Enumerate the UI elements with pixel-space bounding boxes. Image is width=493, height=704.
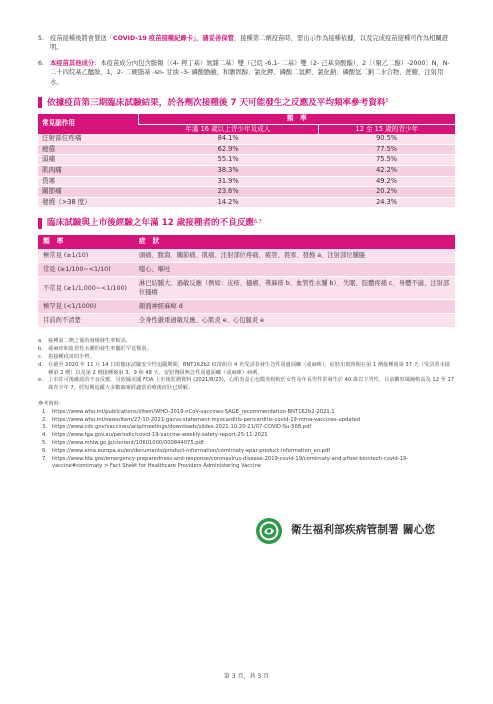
item-number: 5.: [38, 35, 45, 42]
footnote-text: 在截至 2020 年 11 月 14 日的臨床試驗安全性追蹤期間，BNT162b2 疫苗組有 4 名受試者發生急性周邊面癱（或麻痺），症狀出現時間在第 1 劑接種後第 37 天（受試者未接種第 2 劑）以及第 2 劑接種後第 3、9 和 48 天。安慰劑組無急性周邊面癱（或麻痺）病例。: [48, 361, 450, 376]
col-group-adult: 年滿 16 歲以上青少年及成人: [138, 124, 318, 134]
footnote-text: 蕁麻疹和血管性水腫的發生率屬於罕見類別。: [48, 346, 152, 353]
reference-url[interactable]: https://www.who.int/publications/i/item/WHO-2019-nCoV-vaccines-SAGE_recommendation-BNT162b2-2021.1: [52, 408, 335, 415]
reference-link[interactable]: [38, 448, 455, 456]
cell-side-effect: 關節痛: [38, 187, 138, 198]
item-label: 本疫苗其他成分: [50, 60, 95, 68]
references: [38, 401, 455, 471]
table-row: [38, 134, 455, 144]
reference-number: 6.: [42, 447, 47, 454]
cell-frequency: 常見 (≥1/100∼<1/10): [38, 262, 134, 276]
cell-side-effect: 畏寒: [38, 176, 138, 187]
table-row: [38, 176, 455, 187]
col-frequency: 頻 率: [138, 114, 455, 124]
side-effects-table: [38, 114, 455, 208]
cell-teen-rate: 49.2%: [318, 176, 455, 187]
footnote: [38, 346, 455, 354]
footnote-key: e.: [38, 377, 43, 384]
cell-adult-rate: 14.2%: [138, 197, 318, 208]
reference-link[interactable]: [38, 409, 455, 417]
section2-title-text: 臨床試驗與上市後經驗之年滿 12 歲接種者的不良反應: [47, 218, 255, 229]
references-label: 參考資料：: [38, 401, 64, 408]
reference-url[interactable]: https://www.who.int/news/item/27-10-2021-gacvs-statement-myocarditis-pericarditis-covid-19-mrna-vaccines-updated: [52, 416, 361, 423]
item-text-post: ，接種第二劑疫苗時，需出示作為接種依據，以及完成疫苗接種可作為相關證明。: [50, 35, 449, 52]
section2-title: [38, 217, 455, 229]
footnote: [38, 354, 455, 362]
reference-url[interactable]: https://www.fda.gov/emergency-preparedness-and-response/coronavirus-disease-2019-covid-19/comirnaty-and-pfizer-biontech-covid-19-vaccine#comirnaty > Fact Sheet for Healthcare Providers Administering Vaccine: [52, 455, 409, 470]
col-symptom: 症 狀: [134, 235, 455, 249]
section-bar: [38, 97, 42, 108]
footnote-key: a.: [38, 338, 43, 345]
cell-symptom: 頭痛、腹瀉、關節痛、肌痛、注射部位疼痛、疲勞、畏寒、發燒 a、注射部位腫脹: [134, 249, 455, 263]
footnote-text: 接種第二劑之後的發燒發生率較高。: [48, 338, 132, 345]
cell-side-effect: 肌肉痛: [38, 166, 138, 177]
item-number: 6.: [38, 60, 45, 68]
cell-teen-rate: 24.3%: [318, 197, 455, 208]
item-6: [38, 59, 455, 86]
item-highlight: COVID-19 疫苗接種紀錄卡」，請妥善保管: [112, 35, 234, 42]
reference-link[interactable]: [38, 417, 455, 425]
section2-footnote-ref: 6,7: [254, 220, 262, 226]
footnote-key: c.: [38, 354, 43, 361]
cell-adult-rate: 23.6%: [138, 187, 318, 198]
reference-number: 5.: [42, 440, 47, 447]
cdc-logo-text: 衛生福利部疾病管制署 關心您: [291, 524, 436, 537]
cell-teen-rate: 42.2%: [318, 166, 455, 177]
cell-adult-rate: 62.9%: [138, 144, 318, 155]
table-row: [38, 144, 455, 155]
reference-link[interactable]: [38, 424, 455, 432]
reference-url[interactable]: https://www.ema.europa.eu/en/documents/product-information/comirnaty-epar-product-information_en.pdf: [52, 447, 331, 454]
section-bar: [38, 218, 42, 229]
cell-teen-rate: 75.5%: [318, 155, 455, 166]
reference-url[interactable]: https://www.cdc.gov/vaccines/acip/meetings/downloads/slides-2021-10-20-21/07-COVID-Su-508.pdf: [52, 424, 312, 431]
cell-side-effect: 疲倦: [38, 144, 138, 155]
reference-number: 7.: [42, 455, 47, 462]
section1-title-text: 依據疫苗第三期臨床試驗結果，於各劑次接種後 7 天可能發生之反應及平均頻率參考資料: [47, 97, 386, 108]
col-group-teen: 12 至 15 歲的青少年: [318, 124, 455, 134]
reference-link[interactable]: [38, 432, 455, 440]
footnote: [38, 362, 455, 378]
cdc-logo: [255, 517, 435, 545]
footnote-text: 上市許可後確認的不良反應，另依據美國 FDA 上市後監測資料 (2021/8/23)，心肌炎及心包膜炎相較於女性及年長男性常發生於 40 歲以下男性，目前觀察風險較高為 12 至 17 歲青少年 7，經短期追蹤大多數個案經適當治療後症狀已緩解。: [48, 377, 455, 392]
cell-adult-rate: 38.3%: [138, 166, 318, 177]
cell-symptom: 顏面神經麻痺 d: [134, 300, 455, 314]
table-row: [38, 262, 455, 276]
cell-teen-rate: 20.2%: [318, 187, 455, 198]
page-footer: 第 3 頁，共 3 頁: [223, 673, 270, 680]
footnote-key: b.: [38, 346, 43, 353]
reference-link[interactable]: [38, 456, 455, 472]
cell-symptom: 淋巴結腫大、過敏反應（例如：皮疹、搔癢、蕁麻疹 b、血管性水腫 b）、失眠、肢體疼痛 c、身體不適、注射部位搔癢: [134, 276, 455, 299]
cell-adult-rate: 55.1%: [138, 155, 318, 166]
item-5: [38, 34, 455, 52]
reference-url[interactable]: https://www.tga.gov.au/periodic/covid-19-vaccine-weekly-safety-report-25-11-2021: [52, 432, 268, 439]
reference-url[interactable]: https://www.mhlw.go.jp/content/10601000/000844075.pdf: [52, 440, 204, 447]
cell-frequency: 極罕見 (<1/1000): [38, 300, 134, 314]
cell-teen-rate: 77.5%: [318, 144, 455, 155]
reference-number: 1.: [42, 408, 47, 415]
cell-teen-rate: 90.5%: [318, 134, 455, 144]
cell-frequency: 目前尚不清楚: [38, 314, 134, 328]
cell-side-effect: 頭痛: [38, 155, 138, 166]
section1-footnote-ref: 6: [385, 99, 389, 105]
col-frequency: 頻 率: [38, 235, 134, 249]
footnotes: [38, 338, 455, 393]
cell-frequency: 極常見 (≥1/10): [38, 249, 134, 263]
section1-title: [38, 97, 455, 109]
table-row: [38, 276, 455, 299]
reference-link[interactable]: [38, 440, 455, 448]
cell-frequency: 不常見 (≥1/1,000∼<1/100): [38, 276, 134, 299]
table-row: [38, 197, 455, 208]
cell-symptom: 全身性嚴重過敏反應、心肌炎 e、心包膜炎 e: [134, 314, 455, 328]
cell-adult-rate: 84.1%: [138, 134, 318, 144]
item-text: ：本疫苗成分內包含脂類〔（4- 羥丁基）氮雜二基〕雙（己烷 -6,1- 二基）雙（2- 己基癸酸酯）、2〔（聚乙二醇）-2000〕N，N- 二十四烷基乙醯胺、1，2- 二硬脂基 -sn- 甘油 -3- 磷酸膽鹼，和膽固醇、氯化鉀、磷酸二氫鉀、氯化鈉、磷酸氫二鈉二水合物、蔗糖、注射用水。: [50, 60, 450, 86]
table-row: [38, 249, 455, 263]
cell-symptom: 噁心、嘔吐: [134, 262, 455, 276]
footnote-key: d.: [38, 361, 43, 368]
item-text-pre: 疫苗接種後將會發送「: [50, 35, 113, 42]
footnote: [38, 377, 455, 393]
reference-number: 3.: [42, 424, 47, 431]
adverse-reactions-table: [38, 235, 455, 329]
table-row: [38, 187, 455, 198]
cell-adult-rate: 31.9%: [138, 176, 318, 187]
table-row: [38, 300, 455, 314]
cdc-emblem-icon: [255, 517, 283, 545]
footnote-text: 指接種疫苗的手臂。: [48, 354, 95, 361]
table-row: [38, 166, 455, 177]
col-side-effect: 常見副作用: [38, 114, 138, 134]
cell-side-effect: 注射部位疼痛: [38, 134, 138, 144]
reference-number: 4.: [42, 432, 47, 439]
reference-number: 2.: [42, 416, 47, 423]
table-row: [38, 314, 455, 328]
cell-side-effect: 發燒（>38 度）: [38, 197, 138, 208]
table-row: [38, 155, 455, 166]
